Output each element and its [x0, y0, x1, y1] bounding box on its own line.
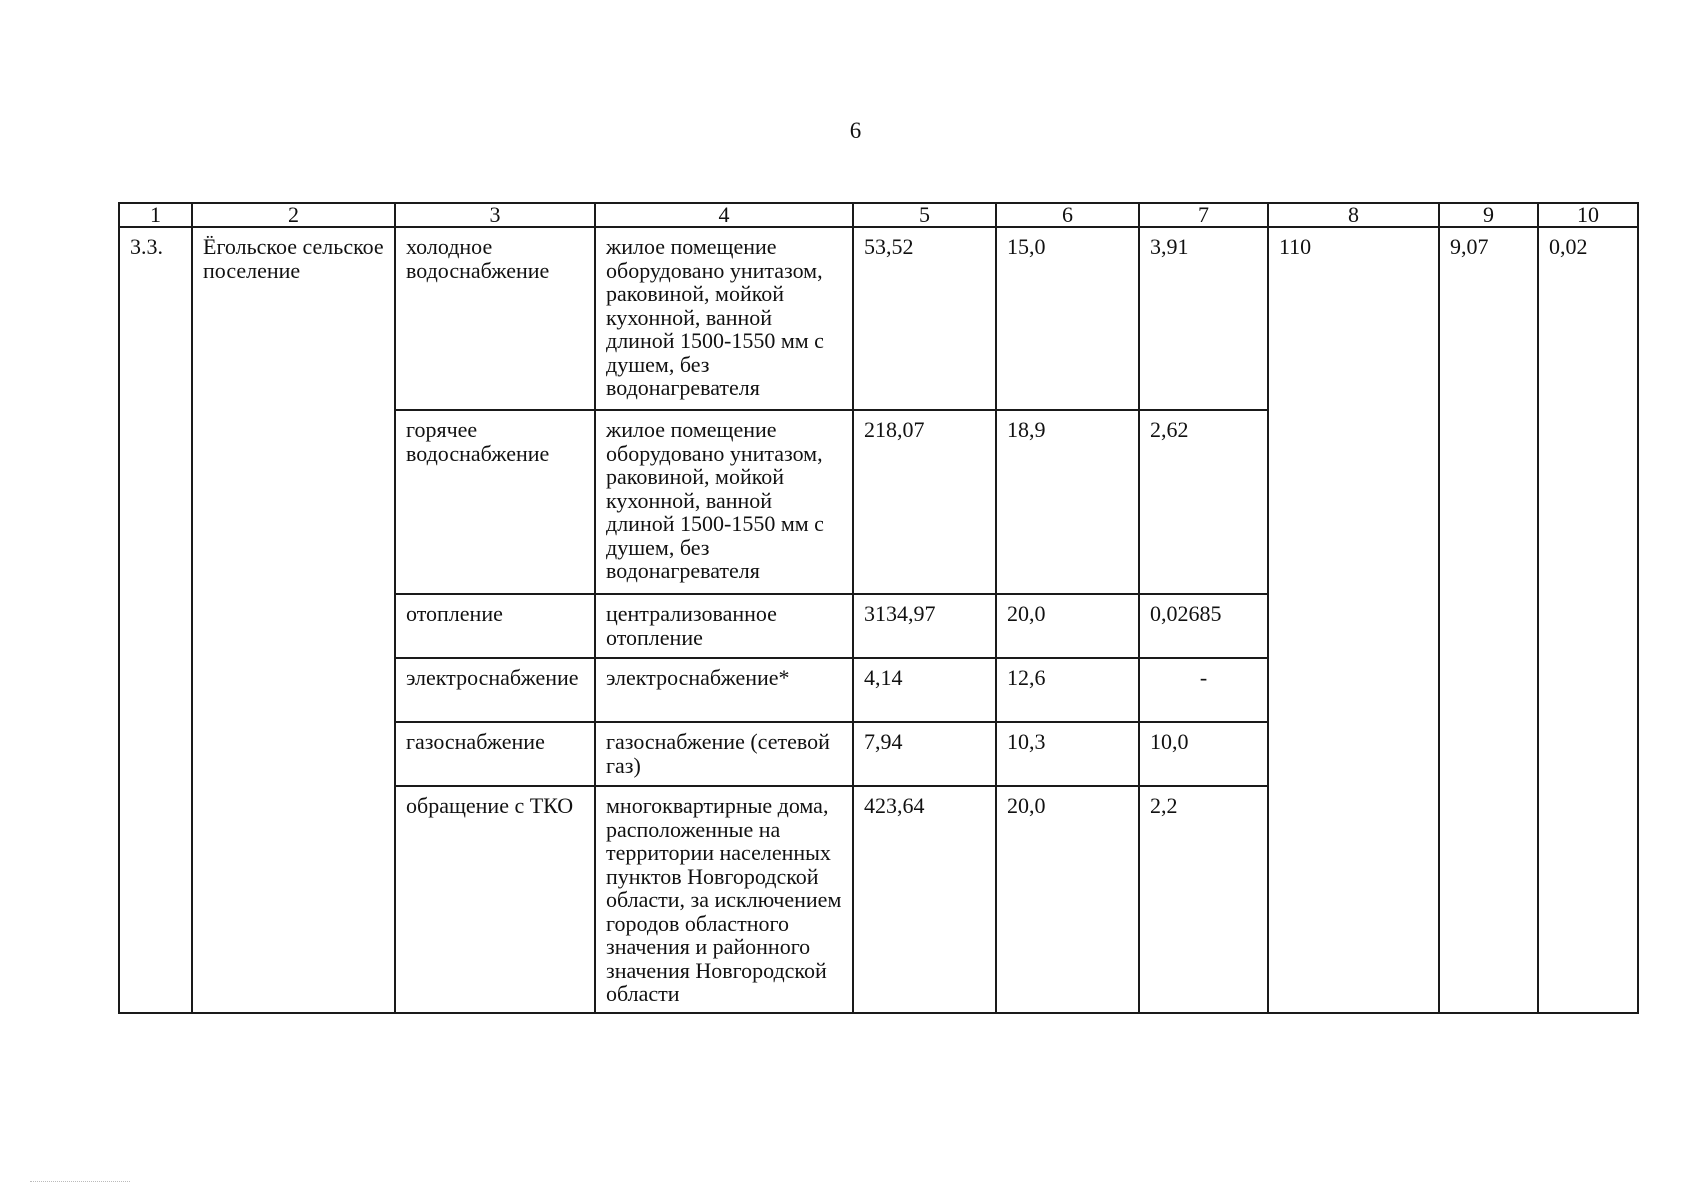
tariff-table	[118, 202, 1639, 1014]
page-number: 6	[849, 118, 862, 143]
value-cell: 4,14	[853, 658, 996, 722]
column-header: 4	[595, 203, 853, 227]
value-cell: 2,62	[1139, 410, 1268, 594]
description-cell: жилое помещение оборудовано унитазом, раковиной, мойкой кухонной, ванной длиной 1500-1550 мм с душем, без водонагревателя	[595, 227, 853, 410]
value-cell: 7,94	[853, 722, 996, 786]
value-cell: 12,6	[996, 658, 1139, 722]
entry-number-cell: 3.3.	[119, 227, 192, 1013]
value-cell: -	[1139, 658, 1268, 722]
value-cell: 218,07	[853, 410, 996, 594]
service-cell: отопление	[395, 594, 595, 658]
column-header: 2	[192, 203, 395, 227]
column-header: 5	[853, 203, 996, 227]
table-row	[119, 227, 1638, 410]
col10-cell: 0,02	[1538, 227, 1638, 1013]
header-row	[119, 203, 1638, 227]
service-cell: электроснабжение	[395, 658, 595, 722]
value-cell: 20,0	[996, 594, 1139, 658]
description-cell: жилое помещение оборудовано унитазом, раковиной, мойкой кухонной, ванной длиной 1500-1550 мм с душем, без водонагревателя	[595, 410, 853, 594]
service-cell: холодное водоснабжение	[395, 227, 595, 410]
value-cell: 3,91	[1139, 227, 1268, 410]
column-header: 8	[1268, 203, 1439, 227]
description-cell: электроснабжение*	[595, 658, 853, 722]
value-cell: 2,2	[1139, 786, 1268, 1013]
description-cell: многоквартирные дома, расположенные на территории населенных пунктов Новгородской области, за исключением городов областного значения и районного значения Новгородской области	[595, 786, 853, 1013]
value-cell: 20,0	[996, 786, 1139, 1013]
column-header: 3	[395, 203, 595, 227]
column-header: 1	[119, 203, 192, 227]
value-cell: 423,64	[853, 786, 996, 1013]
value-cell: 0,02685	[1139, 594, 1268, 658]
value-cell: 18,9	[996, 410, 1139, 594]
value-cell: 53,52	[853, 227, 996, 410]
description-cell: централизованное отопление	[595, 594, 853, 658]
column-header: 7	[1139, 203, 1268, 227]
column-header: 9	[1439, 203, 1538, 227]
table-header	[119, 203, 1638, 227]
service-cell: горячее водоснабжение	[395, 410, 595, 594]
table-body	[119, 227, 1638, 1013]
value-cell: 15,0	[996, 227, 1139, 410]
value-cell: 10,0	[1139, 722, 1268, 786]
description-cell: газоснабжение (сетевой газ)	[595, 722, 853, 786]
scan-artifact	[30, 1181, 130, 1183]
col9-cell: 9,07	[1439, 227, 1538, 1013]
column-header: 10	[1538, 203, 1638, 227]
service-cell: обращение с ТКО	[395, 786, 595, 1013]
value-cell: 10,3	[996, 722, 1139, 786]
col8-cell: 110	[1268, 227, 1439, 1013]
value-cell: 3134,97	[853, 594, 996, 658]
settlement-name-cell: Ёгольское сельское поселение	[192, 227, 395, 1013]
column-header: 6	[996, 203, 1139, 227]
service-cell: газоснабжение	[395, 722, 595, 786]
